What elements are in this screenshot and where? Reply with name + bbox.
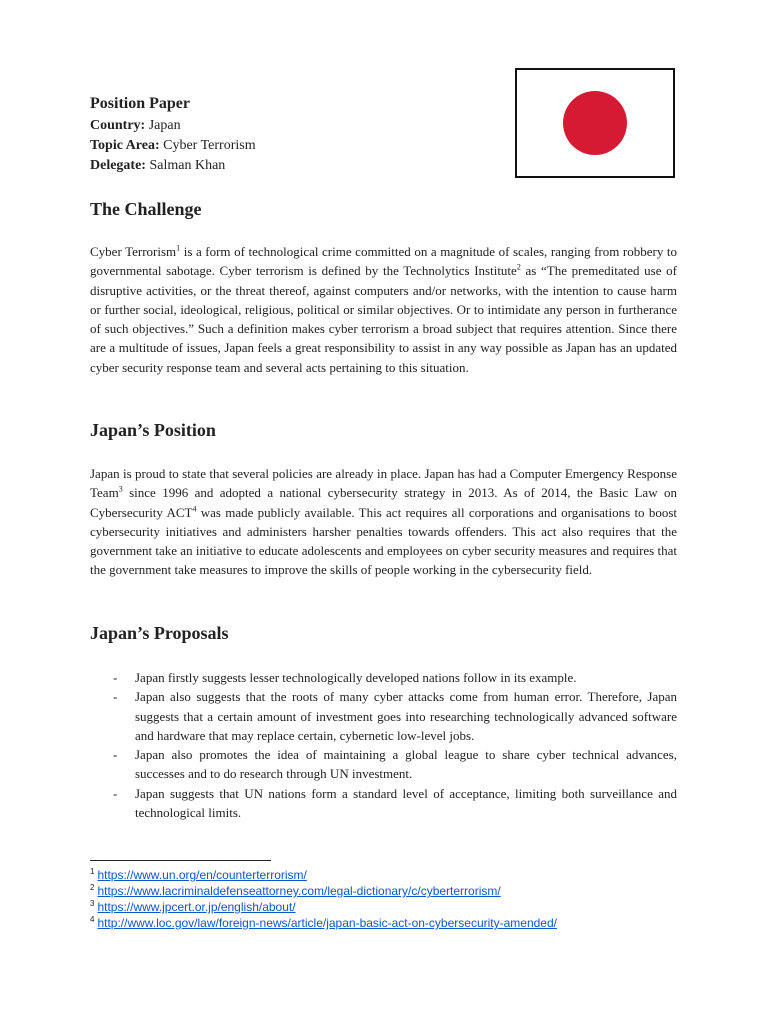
page-title: Position Paper <box>90 95 190 112</box>
bullet-dash: - <box>113 785 118 801</box>
footnote-link[interactable]: https://www.un.org/en/counterterrorism/ <box>97 868 307 882</box>
list-item <box>90 687 677 745</box>
footnote-1 <box>90 867 557 883</box>
country-value: Japan <box>148 118 181 133</box>
challenge-text-3: as “The premeditated use of disruptive activities, or the threat thereof, against computers and/or networks, with the intention to cause harm or further social, ideological, religious, political or similar objectives. Or to intimidate any person in furtherance of such objectives.” Such a definition makes cyber terrorism a broad subject that requires attention. Since there are a multitude of issues, Japan feels a great responsibility to assist in any way possible as Japan has an updated cyber security response team and several acts pertaining to this situation. <box>90 263 677 375</box>
footnote-link[interactable]: http://www.loc.gov/law/foreign-news/article/japan-basic-act-on-cybersecurity-amended/ <box>97 916 557 930</box>
japan-flag <box>515 68 675 178</box>
delegate-label: Delegate: <box>90 158 146 173</box>
proposals-heading: Japan’s Proposals <box>90 623 229 643</box>
bullet-dash: - <box>113 747 118 763</box>
footnote-3 <box>90 899 557 915</box>
country-line <box>90 116 256 136</box>
bullet-dash: - <box>113 670 118 685</box>
challenge-paragraph <box>90 242 677 377</box>
footnote-divider <box>90 860 271 861</box>
position-paragraph <box>90 464 677 580</box>
list-item <box>90 745 677 784</box>
footnote-ref-3: 3 <box>118 484 123 494</box>
proposal-text: Japan firstly suggests lesser technologically developed nations follow in its example. <box>135 670 577 685</box>
delegate-value: Salman Khan <box>149 158 226 173</box>
position-text-2: since 1996 and adopted a national cybersecurity strategy in 2013. As of 2014, the Basic Law on Cybersecurity ACT <box>90 485 677 520</box>
position-heading: Japan’s Position <box>90 420 216 440</box>
footnote-4 <box>90 915 557 931</box>
footnote-number: 1 <box>90 867 95 876</box>
topic-value: Cyber Terrorism <box>163 138 256 153</box>
list-item <box>90 668 677 687</box>
document-header <box>90 94 256 176</box>
footnote-2 <box>90 883 557 899</box>
footnote-ref-4: 4 <box>192 504 197 514</box>
footnote-number: 4 <box>90 915 95 924</box>
bullet-dash: - <box>113 689 118 705</box>
country-label: Country: <box>90 118 146 133</box>
footnotes <box>90 867 557 931</box>
position-text-3: was made publicly available. This act requires all corporations and organisations to boost cybersecurity initiatives and administers harsher penalties towards offenders. This act also requires that the government take an initiative to educate adolescents and employees on cyber security measures and requires that the government take measures to improve the skills of people working in the cybersecurity field. <box>90 504 677 578</box>
challenge-text-1: Cyber Terrorism <box>90 244 177 259</box>
footnote-number: 2 <box>90 883 95 892</box>
footnote-ref-2: 2 <box>516 262 521 272</box>
position-text-1: Japan is proud to state that several policies are already in place. Japan has had a Computer Emergency Response Team <box>90 466 677 501</box>
proposal-text: Japan also promotes the idea of maintaining a global league to share cyber technical advances, successes and to do research through UN investment. <box>135 747 677 782</box>
footnote-number: 3 <box>90 899 95 908</box>
footnote-link[interactable]: https://www.lacriminaldefenseattorney.com/legal-dictionary/c/cyberterrorism/ <box>97 884 501 898</box>
footnote-link[interactable]: https://www.jpcert.or.jp/english/about/ <box>97 900 296 914</box>
delegate-line <box>90 156 256 176</box>
flag-red-disc <box>563 91 627 155</box>
list-item <box>90 784 677 823</box>
proposals-list <box>90 668 677 822</box>
topic-label: Topic Area: <box>90 138 160 153</box>
proposal-text: Japan suggests that UN nations form a standard level of acceptance, limiting both surveillance and technological limits. <box>135 785 677 821</box>
topic-line <box>90 136 256 156</box>
challenge-text-2: is a form of technological crime committed on a magnitude of scales, ranging from robbery to governmental sabotage. Cyber terrorism is defined by the Technolytics Institute <box>90 244 678 279</box>
challenge-heading: The Challenge <box>90 199 202 219</box>
footnote-ref-1: 1 <box>176 243 181 253</box>
proposal-text: Japan also suggests that the roots of many cyber attacks come from human error. Therefore, Japan suggests that a certain amount of investment goes into researching technologically advanced software and hardware that may replace certain, cybernetic low-level jobs. <box>135 689 677 743</box>
